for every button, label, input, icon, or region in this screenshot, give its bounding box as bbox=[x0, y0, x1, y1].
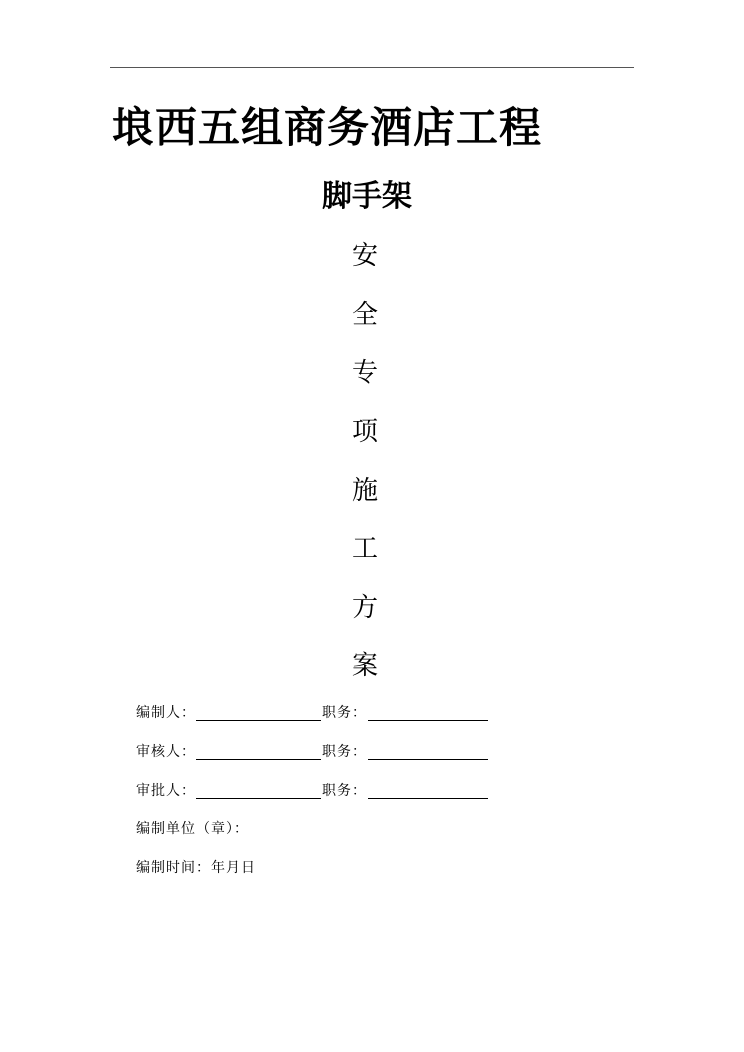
vertical-title-char: 案 bbox=[351, 651, 378, 681]
vertical-title-char: 工 bbox=[351, 534, 378, 564]
compiler-position-label: 职务： bbox=[322, 705, 367, 721]
compiler-label: 编制人： bbox=[136, 705, 196, 721]
document-subtitle: 脚手架 bbox=[322, 179, 412, 214]
approver-position-blank[interactable] bbox=[368, 798, 488, 799]
compiler-position-blank[interactable] bbox=[368, 720, 488, 721]
document-title: 埌西五组商务酒店工程 bbox=[112, 103, 543, 152]
reviewer-label: 审核人： bbox=[136, 744, 196, 760]
vertical-title-char: 方 bbox=[351, 593, 378, 623]
approver-blank[interactable] bbox=[196, 798, 321, 799]
approver-position-label: 职务： bbox=[322, 783, 367, 799]
reviewer-blank[interactable] bbox=[196, 759, 321, 760]
compiler-blank[interactable] bbox=[196, 720, 321, 721]
vertical-title-char: 全 bbox=[351, 300, 378, 330]
vertical-title-char: 安 bbox=[351, 241, 378, 271]
vertical-title-char: 专 bbox=[351, 358, 378, 388]
time-label: 编制时间：年月日 bbox=[136, 860, 256, 876]
reviewer-position-blank[interactable] bbox=[368, 759, 488, 760]
approver-label: 审批人： bbox=[136, 783, 196, 799]
vertical-title-char: 施 bbox=[351, 476, 378, 506]
vertical-title-char: 项 bbox=[351, 417, 378, 447]
reviewer-position-label: 职务： bbox=[322, 744, 367, 760]
header-rule bbox=[110, 67, 634, 68]
unit-label: 编制单位（章）： bbox=[136, 821, 249, 837]
